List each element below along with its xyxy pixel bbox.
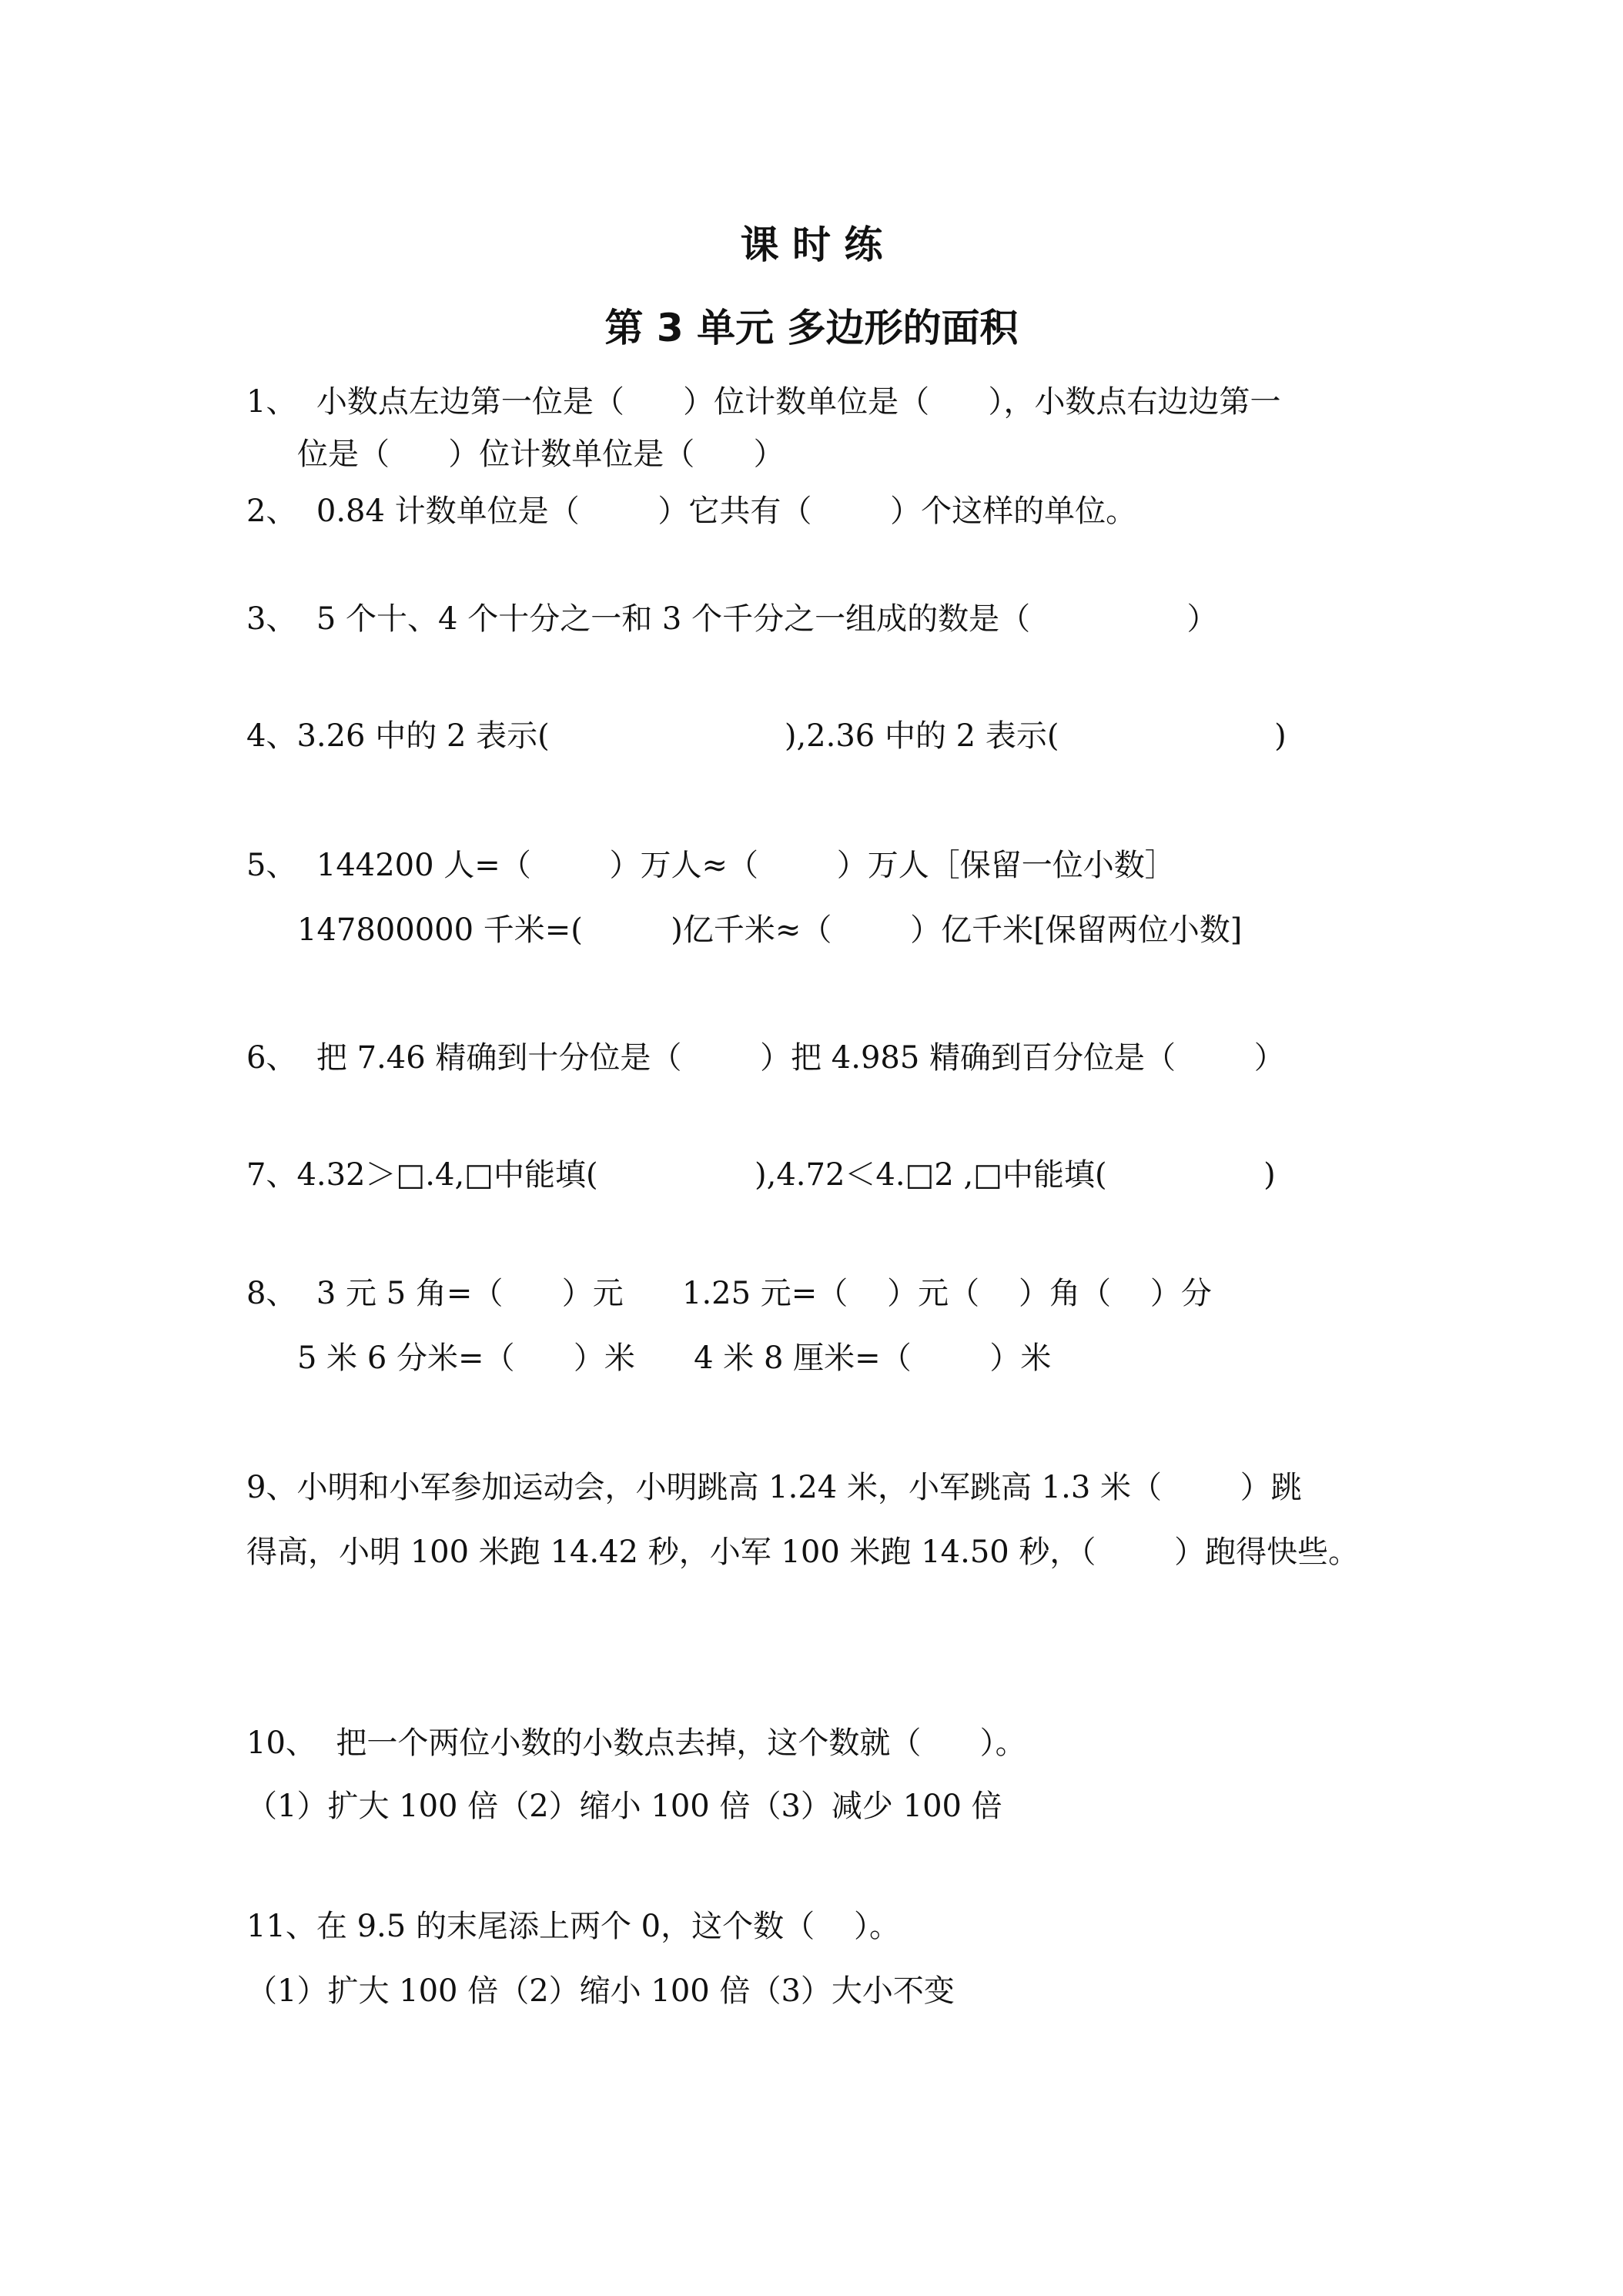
unit-subtitle: 第 3 单元 多边形的面积 bbox=[604, 306, 1019, 350]
question-8-line-2: 5 米 6 分米=（ ）米 4 米 8 厘米=（ ）米 bbox=[297, 1340, 1052, 1376]
question-10-options: （1）扩大 100 倍（2）缩小 100 倍（3）减少 100 倍 bbox=[246, 1789, 1002, 1824]
question-11: 11、在 9.5 的末尾添上两个 0，这个数（ ）。 bbox=[246, 1909, 900, 1944]
worksheet-title: 课 时 练 bbox=[740, 223, 883, 267]
question-1-line-1: 1、 小数点左边第一位是（ ）位计数单位是（ ），小数点右边边第一 bbox=[246, 384, 1281, 420]
question-3: 3、 5 个十、4 个十分之一和 3 个千分之一组成的数是（ ） bbox=[246, 601, 1218, 637]
question-9-line-1: 9、小明和小军参加运动会，小明跳高 1.24 米，小军跳高 1.3 米（ ）跳 bbox=[246, 1470, 1302, 1505]
question-5-line-2: 147800000 千米=( )亿千米≈（ ）亿千米[保留两位小数] bbox=[297, 912, 1243, 948]
question-7: 7、4.32＞□.4,□中能填( ),4.72＜4.□2 ,□中能填( ) bbox=[246, 1157, 1276, 1193]
question-5-line-1: 5、 144200 人=（ ）万人≈（ ）万人［保留一位小数］ bbox=[246, 848, 1176, 883]
question-11-options: （1）扩大 100 倍（2）缩小 100 倍（3）大小不变 bbox=[246, 1973, 955, 2009]
question-2: 2、 0.84 计数单位是（ ）它共有（ ）个这样的单位。 bbox=[246, 494, 1137, 529]
question-9-line-2: 得高，小明 100 米跑 14.42 秒，小军 100 米跑 14.50 秒，（ ）跑得快些。 bbox=[246, 1535, 1360, 1570]
question-1-line-2: 位是（ ）位计数单位是（ ） bbox=[297, 437, 785, 472]
question-8-line-1: 8、 3 元 5 角=（ ）元 1.25 元=（ ）元（ ）角（ ）分 bbox=[246, 1276, 1212, 1311]
question-6: 6、 把 7.46 精确到十分位是（ ）把 4.985 精确到百分位是（ ） bbox=[246, 1040, 1285, 1076]
question-10: 10、 把一个两位小数的小数点去掉，这个数就（ ）。 bbox=[246, 1725, 1026, 1761]
question-4: 4、3.26 中的 2 表示( ),2.36 中的 2 表示( ) bbox=[246, 718, 1287, 754]
